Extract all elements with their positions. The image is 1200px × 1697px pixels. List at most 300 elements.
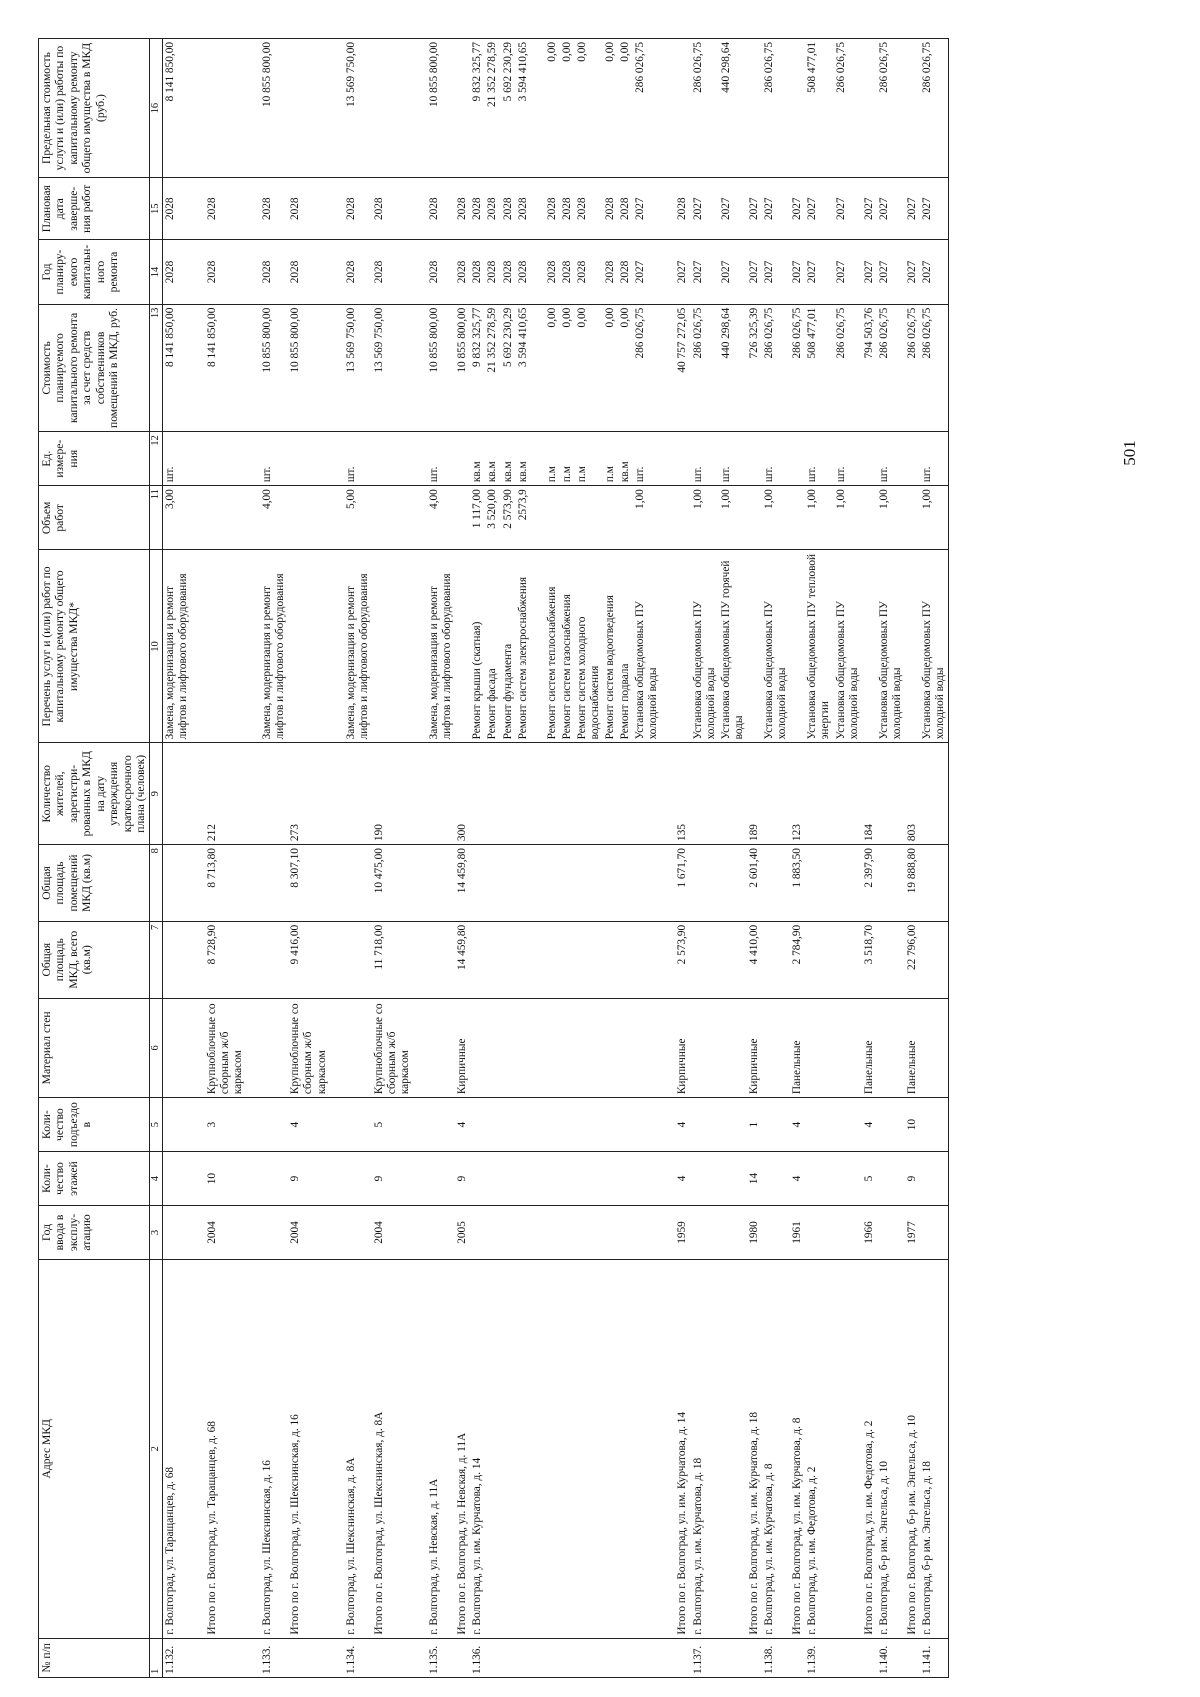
col-unit-cell	[790, 432, 805, 486]
col-cost-cell: 5 692 230,29	[501, 304, 516, 432]
col-works-list-cell	[675, 550, 690, 743]
col-volume-cell: 1,00	[762, 486, 790, 550]
col-repair-year-cell: 2028	[372, 240, 413, 304]
col-num-cell	[719, 1638, 747, 1677]
col-num-cell	[516, 1638, 531, 1677]
col-premises-area-cell	[501, 845, 516, 922]
col-floors-cell	[877, 1152, 905, 1206]
col-year-cell	[501, 1206, 516, 1260]
table-row	[470, 39, 485, 1678]
col-max-cost-cell: 10 855 800,00	[260, 39, 288, 178]
col-total-area-cell: 11 718,00	[372, 921, 413, 998]
header-col-floors: Коли-чество этажей	[39, 1152, 150, 1206]
col-repair-year-cell: 2028	[618, 240, 633, 304]
col-address-cell: Итого по г. Волгоград, ул. Шекснинская, д. 8А	[372, 1259, 413, 1638]
col-entrances-cell	[691, 1098, 719, 1152]
spacer-cell	[191, 240, 205, 304]
col-premises-area-cell	[344, 845, 372, 922]
col-end-date-cell: 2027	[905, 178, 920, 240]
col-volume-cell	[862, 486, 877, 550]
spacer-cell	[330, 304, 344, 432]
col-repair-year-cell: 2028	[545, 240, 560, 304]
spacer-cell	[413, 486, 427, 550]
spacer-cell	[413, 304, 427, 432]
col-num-cell: 1.141.	[920, 1638, 949, 1677]
spacer-cell	[330, 1638, 344, 1677]
header-col-wall-material: Материал стен	[39, 998, 150, 1098]
col-unit-cell	[205, 432, 246, 486]
col-premises-area-cell	[691, 845, 719, 922]
col-end-date-cell: 2028	[545, 178, 560, 240]
spacer-cell	[246, 998, 260, 1098]
col-works-list-cell: Установка общедомовых ПУ холодной воды	[691, 550, 719, 743]
col-volume-cell	[560, 486, 575, 550]
col-end-date-cell: 2028	[260, 178, 288, 240]
col-unit-cell	[455, 432, 470, 486]
col-address-cell	[618, 1259, 633, 1638]
col-cost-cell: 286 026,75	[790, 304, 805, 432]
col-volume-cell: 1,00	[633, 486, 661, 550]
col-premises-area-cell	[545, 845, 560, 922]
spacer-cell	[246, 486, 260, 550]
column-number: 10	[149, 550, 162, 743]
col-premises-area-cell: 1 883,50	[790, 845, 805, 922]
col-works-list-cell: Установка общедомовых ПУ тепловой энергии	[805, 550, 833, 743]
col-entrances-cell	[516, 1098, 531, 1152]
col-end-date-cell: 2027	[877, 178, 905, 240]
col-max-cost-cell: 0,00	[603, 39, 618, 178]
spacer-cell	[246, 1638, 260, 1677]
col-address-cell: Итого по г. Волгоград, б-р им. Энгельса, д. 10	[905, 1259, 920, 1638]
col-works-list-cell: Ремонт систем газоснабжения	[560, 550, 575, 743]
spacer-cell	[531, 845, 545, 922]
col-wall-material-cell	[834, 998, 862, 1098]
spacer-cell	[191, 1638, 205, 1677]
col-entrances-cell	[877, 1098, 905, 1152]
col-residents-cell: 135	[675, 743, 690, 845]
header-col-cost: Стоимость планируемого капитального ремонта за счет средств собственников помещений в МКД, руб.	[39, 304, 150, 432]
col-works-list-cell: Установка общедомовых ПУ горячей воды	[719, 550, 747, 743]
spacer-cell	[330, 1098, 344, 1152]
header-row	[39, 39, 150, 1678]
header-col-end-date: Плановая дата заверше-ния работ	[39, 178, 150, 240]
col-num-cell: 1.135.	[427, 1638, 455, 1677]
col-unit-cell: шт.	[805, 432, 833, 486]
spacer-row	[531, 39, 545, 1678]
col-floors-cell	[545, 1152, 560, 1206]
col-address-cell	[501, 1259, 516, 1638]
col-entrances-cell	[501, 1098, 516, 1152]
col-repair-year-cell: 2028	[501, 240, 516, 304]
col-unit-cell	[747, 432, 762, 486]
col-premises-area-cell	[485, 845, 500, 922]
col-volume-cell: 1,00	[805, 486, 833, 550]
total-row	[455, 39, 470, 1678]
col-address-cell: г. Волгоград, ул. им. Курчатова, д. 18	[691, 1259, 719, 1638]
col-unit-cell: п.м	[560, 432, 575, 486]
spacer-cell	[413, 240, 427, 304]
spacer-cell	[330, 178, 344, 240]
col-floors-cell	[560, 1152, 575, 1206]
spacer-cell	[661, 1259, 675, 1638]
col-total-area-cell	[260, 921, 288, 998]
spacer-cell	[330, 845, 344, 922]
col-repair-year-cell: 2027	[805, 240, 833, 304]
col-unit-cell: кв.м	[485, 432, 500, 486]
col-unit-cell: шт.	[877, 432, 905, 486]
spacer-cell	[531, 1206, 545, 1260]
col-premises-area-cell	[603, 845, 618, 922]
col-unit-cell: шт.	[719, 432, 747, 486]
spacer-cell	[661, 998, 675, 1098]
col-cost-cell: 8 141 850,00	[162, 304, 191, 432]
col-num-cell	[501, 1638, 516, 1677]
col-max-cost-cell: 5 692 230,29	[501, 39, 516, 178]
col-wall-material-cell	[633, 998, 661, 1098]
col-total-area-cell	[516, 921, 531, 998]
header-col-entrances: Коли-чество подъездо в	[39, 1098, 150, 1152]
col-entrances-cell	[633, 1098, 661, 1152]
col-total-area-cell: 3 518,70	[862, 921, 877, 998]
col-end-date-cell: 2028	[288, 178, 329, 240]
spacer-cell	[531, 240, 545, 304]
col-address-cell: г. Волгоград, ул. Невская, д. 11А	[427, 1259, 455, 1638]
col-max-cost-cell	[862, 39, 877, 178]
col-unit-cell	[288, 432, 329, 486]
table-row	[603, 39, 618, 1678]
col-num-cell	[455, 1638, 470, 1677]
col-floors-cell: 14	[747, 1152, 762, 1206]
col-wall-material-cell	[719, 998, 747, 1098]
col-cost-cell: 13 569 750,00	[372, 304, 413, 432]
col-year-cell	[427, 1206, 455, 1260]
spacer-row	[246, 39, 260, 1678]
col-num-cell	[575, 1638, 603, 1677]
col-year-cell	[834, 1206, 862, 1260]
col-floors-cell	[162, 1152, 191, 1206]
col-year-cell	[545, 1206, 560, 1260]
col-max-cost-cell: 13 569 750,00	[344, 39, 372, 178]
col-year-cell	[603, 1206, 618, 1260]
col-unit-cell: шт.	[427, 432, 455, 486]
col-max-cost-cell: 286 026,75	[633, 39, 661, 178]
col-total-area-cell	[762, 921, 790, 998]
col-end-date-cell: 2027	[805, 178, 833, 240]
spacer-cell	[191, 921, 205, 998]
col-residents-cell	[516, 743, 531, 845]
spacer-cell	[531, 550, 545, 743]
col-entrances-cell	[834, 1098, 862, 1152]
col-works-list-cell: Установка общедомовых ПУ холодной воды	[920, 550, 949, 743]
col-unit-cell: п.м	[603, 432, 618, 486]
spacer-cell	[661, 304, 675, 432]
col-total-area-cell	[618, 921, 633, 998]
col-total-area-cell	[603, 921, 618, 998]
col-year-cell	[575, 1206, 603, 1260]
col-cost-cell: 286 026,75	[762, 304, 790, 432]
col-entrances-cell	[920, 1098, 949, 1152]
col-works-list-cell: Ремонт крыши (скатная)	[470, 550, 485, 743]
col-num-cell: 1.132.	[162, 1638, 191, 1677]
col-wall-material-cell	[920, 998, 949, 1098]
col-works-list-cell: Ремонт систем водоотведения	[603, 550, 618, 743]
col-floors-cell	[834, 1152, 862, 1206]
total-row	[862, 39, 877, 1678]
col-year-cell	[260, 1206, 288, 1260]
col-address-cell	[719, 1259, 747, 1638]
spacer-cell	[191, 432, 205, 486]
col-year-cell	[162, 1206, 191, 1260]
col-max-cost-cell: 21 352 278,59	[485, 39, 500, 178]
table-row	[427, 39, 455, 1678]
col-residents-cell	[485, 743, 500, 845]
spacer-cell	[246, 1152, 260, 1206]
col-premises-area-cell	[470, 845, 485, 922]
col-year-cell: 1959	[675, 1206, 690, 1260]
col-unit-cell: шт.	[260, 432, 288, 486]
col-num-cell	[288, 1638, 329, 1677]
spacer-cell	[330, 240, 344, 304]
header-col-residents: Количество жителей, зарегистри-рованных в МКД на дату утверждения краткосрочного плана (человек)	[39, 743, 150, 845]
col-premises-area-cell	[260, 845, 288, 922]
col-end-date-cell: 2028	[603, 178, 618, 240]
col-address-cell	[834, 1259, 862, 1638]
col-floors-cell: 9	[288, 1152, 329, 1206]
col-floors-cell	[719, 1152, 747, 1206]
spacer-cell	[191, 486, 205, 550]
spacer-cell	[413, 1638, 427, 1677]
col-end-date-cell: 2027	[762, 178, 790, 240]
col-end-date-cell: 2028	[427, 178, 455, 240]
table-row	[501, 39, 516, 1678]
col-repair-year-cell: 2028	[162, 240, 191, 304]
col-end-date-cell: 2028	[455, 178, 470, 240]
col-repair-year-cell: 2027	[862, 240, 877, 304]
col-num-cell: 1.137.	[691, 1638, 719, 1677]
col-num-cell	[905, 1638, 920, 1677]
col-volume-cell	[288, 486, 329, 550]
col-cost-cell: 286 026,75	[691, 304, 719, 432]
spacer-cell	[661, 845, 675, 922]
col-floors-cell	[260, 1152, 288, 1206]
spacer-cell	[413, 998, 427, 1098]
col-cost-cell: 286 026,75	[920, 304, 949, 432]
col-repair-year-cell: 2027	[920, 240, 949, 304]
col-num-cell	[560, 1638, 575, 1677]
col-premises-area-cell: 8 713,80	[205, 845, 246, 922]
spacer-cell	[191, 998, 205, 1098]
col-volume-cell: 2 573,90	[501, 486, 516, 550]
col-end-date-cell: 2027	[747, 178, 762, 240]
col-address-cell: Итого по г. Волгоград, ул. Шекснинская, д. 16	[288, 1259, 329, 1638]
spacer-cell	[661, 1206, 675, 1260]
col-residents-cell	[545, 743, 560, 845]
spacer-cell	[246, 1206, 260, 1260]
col-floors-cell	[920, 1152, 949, 1206]
col-residents-cell: 273	[288, 743, 329, 845]
column-number-row	[149, 39, 162, 1678]
col-residents-cell	[877, 743, 905, 845]
col-total-area-cell: 22 796,00	[905, 921, 920, 998]
col-residents-cell: 190	[372, 743, 413, 845]
col-end-date-cell: 2028	[344, 178, 372, 240]
col-cost-cell: 794 503,76	[862, 304, 877, 432]
spacer-cell	[531, 1152, 545, 1206]
col-wall-material-cell	[260, 998, 288, 1098]
col-wall-material-cell	[877, 998, 905, 1098]
col-total-area-cell: 2 784,90	[790, 921, 805, 998]
col-residents-cell	[560, 743, 575, 845]
col-unit-cell: п.м	[545, 432, 560, 486]
col-volume-cell	[205, 486, 246, 550]
col-repair-year-cell: 2027	[691, 240, 719, 304]
col-unit-cell	[675, 432, 690, 486]
col-year-cell	[485, 1206, 500, 1260]
col-wall-material-cell	[344, 998, 372, 1098]
col-residents-cell	[691, 743, 719, 845]
col-residents-cell	[618, 743, 633, 845]
col-max-cost-cell: 8 141 850,00	[162, 39, 191, 178]
col-year-cell	[762, 1206, 790, 1260]
col-year-cell: 2004	[288, 1206, 329, 1260]
col-total-area-cell: 9 416,00	[288, 921, 329, 998]
col-max-cost-cell	[905, 39, 920, 178]
col-wall-material-cell	[485, 998, 500, 1098]
col-end-date-cell: 2027	[633, 178, 661, 240]
spacer-cell	[413, 1098, 427, 1152]
col-wall-material-cell	[162, 998, 191, 1098]
col-wall-material-cell: Крупноблочные со сборным ж/б каркасом	[205, 998, 246, 1098]
col-repair-year-cell: 2028	[288, 240, 329, 304]
col-repair-year-cell: 2028	[603, 240, 618, 304]
col-address-cell: г. Волгоград, б-р им. Энгельса, д. 18	[920, 1259, 949, 1638]
col-num-cell	[485, 1638, 500, 1677]
col-cost-cell: 286 026,75	[633, 304, 661, 432]
col-year-cell	[633, 1206, 661, 1260]
total-row	[747, 39, 762, 1678]
col-address-cell: Итого по г. Волгоград, ул. им. Федотова, д. 2	[862, 1259, 877, 1638]
col-unit-cell: кв.м	[470, 432, 485, 486]
col-entrances-cell	[344, 1098, 372, 1152]
col-year-cell	[560, 1206, 575, 1260]
col-repair-year-cell: 2028	[560, 240, 575, 304]
spacer-cell	[661, 486, 675, 550]
col-entrances-cell	[575, 1098, 603, 1152]
col-floors-cell	[485, 1152, 500, 1206]
spacer-cell	[246, 304, 260, 432]
spacer-row	[330, 39, 344, 1678]
spacer-cell	[531, 486, 545, 550]
col-works-list-cell: Ремонт подвала	[618, 550, 633, 743]
col-cost-cell: 3 594 410,65	[516, 304, 531, 432]
spacer-cell	[531, 432, 545, 486]
col-max-cost-cell: 0,00	[575, 39, 603, 178]
col-max-cost-cell	[455, 39, 470, 178]
table-row	[920, 39, 949, 1678]
col-unit-cell	[862, 432, 877, 486]
table-row	[575, 39, 603, 1678]
spacer-cell	[330, 550, 344, 743]
col-num-cell	[205, 1638, 246, 1677]
spacer-cell	[246, 845, 260, 922]
col-max-cost-cell: 286 026,75	[834, 39, 862, 178]
col-floors-cell	[575, 1152, 603, 1206]
col-num-cell	[618, 1638, 633, 1677]
column-number: 7	[149, 921, 162, 998]
spacer-cell	[661, 432, 675, 486]
col-floors-cell: 5	[862, 1152, 877, 1206]
col-year-cell: 1966	[862, 1206, 877, 1260]
col-residents-cell: 189	[747, 743, 762, 845]
col-address-cell: г. Волгоград, б-р им. Энгельса, д. 10	[877, 1259, 905, 1638]
col-unit-cell: шт.	[834, 432, 862, 486]
col-cost-cell: 286 026,75	[877, 304, 905, 432]
header-col-volume: Объем работ	[39, 486, 150, 550]
header-col-total-area: Общая площадь МКД, всего (кв.м)	[39, 921, 150, 998]
col-address-cell: Итого по г. Волгоград, ул. им. Курчатова, д. 14	[675, 1259, 690, 1638]
col-repair-year-cell: 2027	[747, 240, 762, 304]
spacer-cell	[661, 1152, 675, 1206]
spacer-row	[191, 39, 205, 1678]
col-entrances-cell	[805, 1098, 833, 1152]
col-residents-cell: 123	[790, 743, 805, 845]
col-max-cost-cell	[372, 39, 413, 178]
col-unit-cell	[905, 432, 920, 486]
col-max-cost-cell: 286 026,75	[691, 39, 719, 178]
col-premises-area-cell	[560, 845, 575, 922]
col-total-area-cell	[719, 921, 747, 998]
spacer-cell	[413, 1206, 427, 1260]
col-works-list-cell	[455, 550, 470, 743]
spacer-cell	[191, 1152, 205, 1206]
spacer-cell	[531, 178, 545, 240]
spacer-cell	[413, 432, 427, 486]
col-entrances-cell	[485, 1098, 500, 1152]
col-floors-cell: 9	[455, 1152, 470, 1206]
col-volume-cell: 3,00	[162, 486, 191, 550]
col-total-area-cell: 14 459,80	[455, 921, 470, 998]
col-total-area-cell	[575, 921, 603, 998]
col-max-cost-cell: 0,00	[560, 39, 575, 178]
col-total-area-cell	[805, 921, 833, 998]
col-end-date-cell: 2027	[862, 178, 877, 240]
col-volume-cell	[603, 486, 618, 550]
col-max-cost-cell	[675, 39, 690, 178]
col-entrances-cell	[260, 1098, 288, 1152]
col-wall-material-cell	[762, 998, 790, 1098]
col-max-cost-cell: 0,00	[618, 39, 633, 178]
spacer-cell	[246, 240, 260, 304]
col-total-area-cell: 2 573,90	[675, 921, 690, 998]
total-row	[905, 39, 920, 1678]
col-year-cell: 2004	[372, 1206, 413, 1260]
col-works-list-cell: Замена, модернизация и ремонт лифтов и лифтового оборудования	[260, 550, 288, 743]
total-row	[205, 39, 246, 1678]
col-num-cell	[862, 1638, 877, 1677]
col-cost-cell: 13 569 750,00	[344, 304, 372, 432]
col-residents-cell: 212	[205, 743, 246, 845]
col-num-cell	[790, 1638, 805, 1677]
col-cost-cell: 9 832 325,77	[470, 304, 485, 432]
col-year-cell: 2004	[205, 1206, 246, 1260]
col-residents-cell: 184	[862, 743, 877, 845]
col-premises-area-cell	[575, 845, 603, 922]
col-works-list-cell: Ремонт систем электроснабжения	[516, 550, 531, 743]
spacer-cell	[330, 39, 344, 178]
col-works-list-cell	[372, 550, 413, 743]
col-residents-cell	[344, 743, 372, 845]
col-cost-cell: 0,00	[545, 304, 560, 432]
